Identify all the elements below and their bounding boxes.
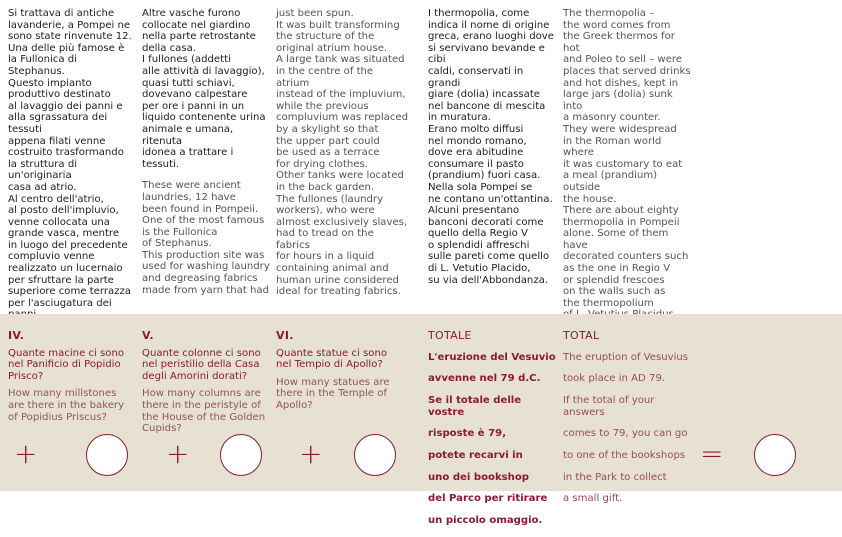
text-line: comes to 79, you can go xyxy=(563,428,688,440)
text-line: Other tanks were located xyxy=(276,170,404,182)
text-line: ne contano un'ottantina. xyxy=(428,193,553,205)
text-line: la struttura di un'originaria xyxy=(8,158,78,182)
text-column-4 xyxy=(428,8,556,286)
text-line: be used as a terrace xyxy=(276,147,380,159)
column-2-italian-lines xyxy=(142,8,270,170)
answer-circle-6[interactable] xyxy=(354,434,396,476)
question-4-italian: Quante macine ci sono nel Panificio di Popidio Prisco? xyxy=(8,347,125,382)
text-line: the structure of the xyxy=(276,31,375,43)
text-line: There are about eighty xyxy=(563,205,679,217)
text-line: These were ancient xyxy=(142,180,241,192)
text-column-1 xyxy=(8,8,136,321)
text-line: I fullones (addetti xyxy=(142,54,231,66)
text-line: been found in Pompeii. xyxy=(142,203,259,215)
text-line: on the walls such as xyxy=(563,286,666,298)
total-italian-heading: TOTALE xyxy=(428,329,472,342)
question-6 xyxy=(276,330,401,412)
text-line: collocate nel giardino xyxy=(142,19,251,31)
text-line: ideal for treating fabrics. xyxy=(276,286,401,298)
text-line: per sfruttare la parte xyxy=(8,274,114,286)
text-line: or splendid frescoes xyxy=(563,274,665,286)
text-line: and Poleo to sell – were xyxy=(563,54,682,66)
text-line: caldi, conservati in grandi xyxy=(428,65,524,89)
text-line: to one of the bookshops xyxy=(563,450,686,462)
text-line: su via dell'Abbondanza. xyxy=(428,274,549,286)
text-line: si servivano bevande e cibi xyxy=(428,42,545,66)
text-line: just been spun. xyxy=(276,8,354,19)
text-line: casa ad atrio. xyxy=(8,181,77,193)
text-line: di L. Vetutio Placido, xyxy=(428,263,531,275)
total-italian xyxy=(428,330,558,537)
text-line: dovevano calpestare xyxy=(142,89,248,101)
question-6-italian: Quante statue ci sono nel Tempio di Apollo? xyxy=(276,347,388,371)
text-line: risposte è 79, xyxy=(428,428,507,440)
question-5 xyxy=(142,330,267,435)
text-line: of Stephanus. xyxy=(142,238,212,250)
text-line: almost exclusively slaves, xyxy=(276,216,408,228)
text-line: (prandium) fuori casa. xyxy=(428,170,541,182)
text-line: sono state rinvenute 12. xyxy=(8,31,132,43)
text-column-5 xyxy=(563,8,691,333)
text-line: Al centro dell'atrio, xyxy=(8,193,104,205)
text-line: it was customary to eat xyxy=(563,158,683,170)
text-line: giare (dolia) incassate xyxy=(428,89,541,101)
text-line: quello della Regio V xyxy=(428,228,528,240)
text-line: superiore come terrazza xyxy=(8,286,131,298)
text-line: a small gift. xyxy=(563,493,623,505)
text-line: in the Roman world where xyxy=(563,135,662,159)
text-line: as the one in Regio V xyxy=(563,263,671,275)
text-line: containing animal and xyxy=(276,263,389,275)
text-line: took place in AD 79. xyxy=(563,373,666,385)
text-line: quasi tutti schiavi, xyxy=(142,77,235,89)
text-line: grande vasca, mentre xyxy=(8,228,120,240)
text-line: The thermopolia – xyxy=(563,8,655,19)
text-line: while the previous xyxy=(276,100,369,112)
answer-circle-4[interactable] xyxy=(86,434,128,476)
text-line: One of the most famous xyxy=(142,215,265,227)
text-line: and hot dishes, kept in xyxy=(563,77,679,89)
text-line: idonea a trattare i tessuti. xyxy=(142,147,234,170)
plus-sign-2: + xyxy=(166,437,190,470)
text-line: It was built transforming xyxy=(276,19,400,31)
text-line: avvenne nel 79 d.C. xyxy=(428,373,541,385)
total-english xyxy=(563,330,693,515)
total-italian-lines xyxy=(428,352,558,527)
text-line: They were widespread xyxy=(563,123,677,135)
total-english-lines xyxy=(563,352,693,505)
text-line: for hours in a liquid xyxy=(276,251,375,263)
column-4-lines xyxy=(428,8,556,286)
text-column-2 xyxy=(142,8,270,296)
text-line: Una delle più famose è xyxy=(8,42,125,54)
text-line: workers), who were xyxy=(276,205,375,217)
text-line: the Greek thermos for hot xyxy=(563,31,675,54)
answer-circle-5[interactable] xyxy=(220,434,262,476)
text-line: in the centre of the atrium xyxy=(276,65,374,89)
text-line: nel bancone di mescita xyxy=(428,100,546,112)
text-line: laundries, 12 have xyxy=(142,191,236,203)
text-line: indica il nome di origine xyxy=(428,19,550,31)
text-line: Questo impianto xyxy=(8,77,92,89)
text-line: alle attività di lavaggio), xyxy=(142,65,265,77)
text-line: greca, erano luoghi dove xyxy=(428,31,554,43)
text-line: Se il totale delle vostre xyxy=(428,395,522,418)
text-line: for drying clothes. xyxy=(276,158,368,170)
text-line: If the total of your answers xyxy=(563,395,655,418)
text-line: L'eruzione del Vesuvio xyxy=(428,351,556,363)
text-line: del Parco per ritirare xyxy=(428,493,548,505)
text-line: Erano molto diffusi xyxy=(428,123,524,135)
text-line: the house. xyxy=(563,193,617,205)
text-line: venne collocata una xyxy=(8,216,110,228)
column-2-english-lines xyxy=(142,180,270,296)
text-line: potete recarvi in xyxy=(428,450,523,462)
question-4 xyxy=(8,330,133,423)
text-line: large jars (dolia) sunk into xyxy=(563,89,673,112)
text-line: thermopolia in Pompeii xyxy=(563,216,680,228)
text-line: used for washing laundry xyxy=(142,261,270,273)
text-line: The eruption of Vesuvius xyxy=(563,351,689,363)
text-line: sulle pareti come quello xyxy=(428,251,550,263)
text-column-3 xyxy=(276,8,408,298)
column-3-lines xyxy=(276,8,408,298)
text-line: appena filati venne xyxy=(8,135,106,147)
question-4-numeral: IV. xyxy=(8,329,25,342)
text-line: is the Fullonica xyxy=(142,226,218,238)
text-line: a meal (prandium) outside xyxy=(563,170,658,193)
text-line: The fullones (laundry xyxy=(276,193,384,205)
text-line: costruito trasformando xyxy=(8,147,124,159)
column-5-lines xyxy=(563,8,691,333)
text-line: nella parte retrostante xyxy=(142,31,256,43)
text-line: human urine considered xyxy=(276,274,399,286)
text-line: uno dei bookshop xyxy=(428,471,530,483)
text-line: original atrium house. xyxy=(276,42,388,54)
text-line: la Fullonica di Stephanus. xyxy=(8,54,77,77)
text-line: per l'asciugatura dei xyxy=(8,297,112,309)
question-6-english: How many statues are there in the Temple of Apollo? xyxy=(276,376,390,411)
question-5-italian: Quante colonne ci sono nel peristilio della Casa degli Amorini dorati? xyxy=(142,347,261,382)
text-line: A large tank was situated xyxy=(276,54,405,66)
text-line: liquido contenente urina xyxy=(142,112,266,124)
text-line: alone. Some of them have xyxy=(563,228,669,251)
text-line: and degreasing fabrics xyxy=(142,273,258,285)
text-line: instead of the impluvium, xyxy=(276,89,406,101)
text-line: Altre vasche furono xyxy=(142,8,241,19)
text-line: This production site was xyxy=(142,249,265,261)
text-line: in the back garden. xyxy=(276,181,375,193)
equals-sign: = xyxy=(700,437,724,470)
text-line: the word comes from xyxy=(563,19,671,31)
text-line: al posto dell'impluvio, xyxy=(8,205,119,217)
text-line: by a skylight so that xyxy=(276,123,379,135)
column-1-lines xyxy=(8,8,136,321)
text-line: decorated counters such xyxy=(563,251,689,263)
text-line: un piccolo omaggio. xyxy=(428,515,543,527)
plus-sign-3: + xyxy=(299,437,323,470)
answer-circle-total[interactable] xyxy=(754,434,796,476)
text-line: in muratura. xyxy=(428,112,491,124)
text-line: I thermopolia, come xyxy=(428,8,530,19)
text-line: Nella sola Pompei se xyxy=(428,181,533,193)
text-line: Alcuni presentano xyxy=(428,205,520,217)
text-line: in luogo del precedente xyxy=(8,239,128,251)
question-6-numeral: VI. xyxy=(276,329,294,342)
text-line: per ore i panni in un xyxy=(142,100,245,112)
text-line: Si trattava di antiche xyxy=(8,8,115,19)
text-line: places that served drinks xyxy=(563,65,691,77)
text-line: lavanderie, a Pompei ne xyxy=(8,19,131,31)
text-line: realizzato un lucernaio xyxy=(8,263,123,275)
text-line: in the Park to collect xyxy=(563,471,667,483)
text-line: had to tread on the fabrics xyxy=(276,228,374,251)
text-line: made from yarn that had xyxy=(142,284,269,296)
text-line: o splendidi affreschi xyxy=(428,239,530,251)
text-line: the thermopolium xyxy=(563,297,654,309)
text-line: compluvium was replaced xyxy=(276,112,408,124)
text-line: nel mondo romano, xyxy=(428,135,527,147)
text-line: compluvio venne xyxy=(8,251,95,263)
text-line: al lavaggio dei panni e xyxy=(8,100,123,112)
text-line: animale e umana, ritenuta xyxy=(142,123,234,147)
text-line: consumare il pasto xyxy=(428,158,524,170)
question-5-numeral: V. xyxy=(142,329,154,342)
text-line: a masonry counter. xyxy=(563,112,661,124)
text-line: banconi decorati come xyxy=(428,216,544,228)
text-line: the upper part could xyxy=(276,135,380,147)
plus-sign-1: + xyxy=(14,437,38,470)
question-5-english: How many columns are there in the peristyle of the House of the Golden Cupids? xyxy=(142,388,266,435)
text-line: produttivo destinato xyxy=(8,89,111,101)
total-english-heading: TOTAL xyxy=(563,329,600,342)
question-4-english: How many millstones are there in the bakery of Popidius Priscus? xyxy=(8,388,125,423)
text-line: alla sgrassatura dei tessuti xyxy=(8,112,108,135)
text-line: dove era abitudine xyxy=(428,147,524,159)
text-line: della casa. xyxy=(142,42,197,54)
